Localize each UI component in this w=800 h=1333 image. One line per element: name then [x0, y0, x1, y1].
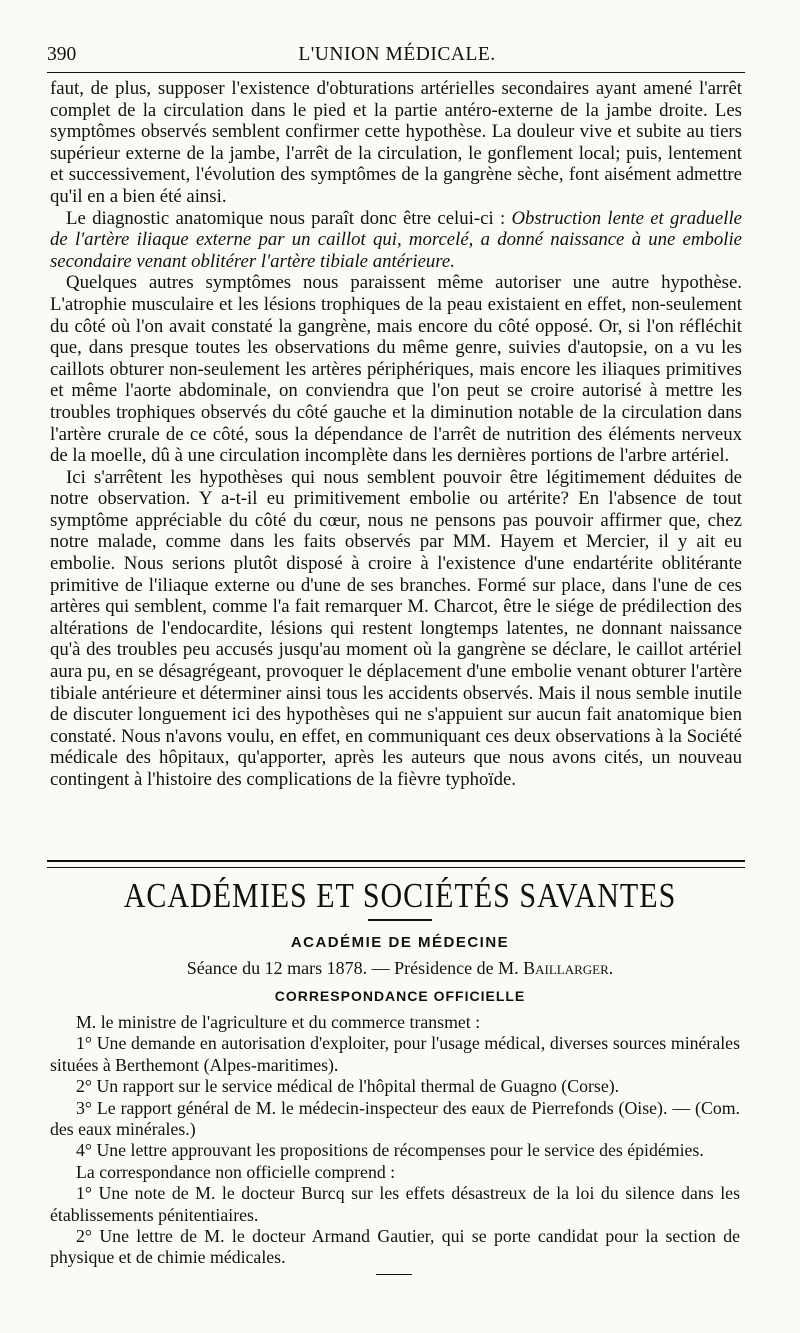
- academy-heading: ACADÉMIE DE MÉDECINE: [290, 934, 510, 951]
- correspondence-heading: CORRESPONDANCE OFFICIELLE: [274, 988, 526, 1004]
- article-body: [50, 78, 742, 791]
- diagnosis-statement: Obstruction lente et graduelle de l'artère iliaque externe par un caillot qui, morcelé, a donné naissance à une embolie secondaire venant oblitérer l'artère tibiale antérieure.: [50, 207, 743, 272]
- page-header: [47, 44, 747, 70]
- correspondence-list: [50, 1012, 740, 1269]
- session-president: Baillarger.: [523, 958, 614, 978]
- list-item: 2° Une lettre de M. le docteur Armand Gautier, qui se porte candidat pour la section de physique et de chimie médicales.: [50, 1226, 740, 1268]
- list-item: 2° Un rapport sur le service médical de l'hôpital thermal de Guagno (Corse).: [76, 1076, 620, 1097]
- list-item: 1° Une demande en autorisation d'exploiter, pour l'usage médical, diverses sources minérales situées à Berthemont (Alpes-maritimes).: [50, 1033, 740, 1075]
- section-divider: [47, 860, 745, 868]
- paragraph-2: [50, 208, 742, 273]
- end-rule: [376, 1274, 412, 1275]
- list-item: 1° Une note de M. le docteur Burcq sur les effets désastreux de la loi du silence dans les établissements pénitentiaires.: [50, 1183, 740, 1225]
- correspondence-intro: M. le ministre de l'agriculture et du commerce transmet :: [76, 1012, 481, 1032]
- paragraph-3: Quelques autres symptômes nous paraissent même autoriser une autre hypothèse. L'atrophie musculaire et les lésions trophiques de la peau existaient en effet, non-seulement du côté où l'on avait constaté la gangrène, mais encore du côté opposé. Or, si l'on réfléchit que, dans presque toutes les observations du même genre, suivies d'autopsie, on a vu les caillots obturer non-seulement les artères périphériques, mais encore les iliaques primitives et même l'aorte abdominale, on conviendra que l'on peut se croire autorisé à mettre les troubles trophiques observés du côté gauche et la diminution notable de la circulation dans l'artère crurale de ce côté, sous la dépendance de l'arrêt de nutrition des éléments nerveux de la moelle, dû à une circulation incomplète dans les dernières portions de l'arbre artériel.: [50, 272, 742, 467]
- diagnosis-intro: Le diagnostic anatomique nous paraît donc être celui-ci :: [66, 207, 512, 229]
- list-item: 4° Une lettre approuvant les propositions de récompenses pour le service des épidémies.: [76, 1140, 704, 1161]
- journal-title: L'UNION MÉDICALE.: [298, 44, 496, 65]
- paragraph-4: Ici s'arrêtent les hypothèses qui nous semblent pouvoir être légitimement déduites de notre observation. Y a-t-il eu primitivement embolie ou artérite? En l'absence de tout symptôme appréciable du côté du cœur, nous ne pensons pas pouvoir affirmer que, chez notre malade, comme dans les faits observés par MM. Hayem et Mercier, il y ait eu embolie. Nous serions plutôt disposé à croire à l'existence d'une endartérite oblitérante primitive de l'iliaque externe ou d'une de ses branches. Formé sur place, dans l'une de ces artères qui semblent, comme l'a fait remarquer M. Charcot, être le siége de prédilection des altérations de l'endocardite, lésions qui restent longtemps latentes, ne donnant naissance qu'à des troubles peu accusés jusqu'au moment où la gangrène se déclare, le caillot artériel aura pu, en se désagrégeant, provoquer le déplacement d'une embolie venant obturer l'artère tibiale antérieure et déterminer ainsi tous les accidents observés. Mais il nous semble inutile de discuter longuement ici des hypothèses qui ne s'appuient sur aucun fait anatomique bien constaté. Nous n'avons voulu, en effet, en communiquant ces deux observations à la Société médicale des hôpitaux, qu'apporter, après les auteurs que nous avons cités, un nouveau contingent à l'histoire des complications de la fièvre typhoïde.: [50, 466, 742, 790]
- header-rule: [47, 72, 745, 73]
- unofficial-intro: La correspondance non officielle comprend :: [76, 1161, 396, 1182]
- title-ornament-rule: [368, 919, 432, 921]
- list-item: 3° Le rapport général de M. le médecin-inspecteur des eaux de Pierrefonds (Oise). — (Com. des eaux minérales.): [50, 1097, 740, 1140]
- session-date: Séance du 12 mars 1878. — Présidence de M.: [186, 958, 524, 978]
- session-line: [0, 958, 800, 979]
- paragraph-1: faut, de plus, supposer l'existence d'obturations artérielles secondaires ayant amené l'arrêt complet de la circulation dans le pied et la partie antéro-externe de la jambe droite. Les symptômes observés semblent confirmer cette hypothèse. La douleur vive et subite au tiers supérieur externe de la jambe, l'arrêt de la circulation, le gonflement local; puis, lentement et successivement, l'évolution des symptômes de la gangrène sèche, font aisément admettre qu'il en a bien été ainsi.: [50, 78, 742, 207]
- page-number: 390: [47, 44, 77, 65]
- section-title: ACADÉMIES ET SOCIÉTÉS SAVANTES: [123, 877, 677, 915]
